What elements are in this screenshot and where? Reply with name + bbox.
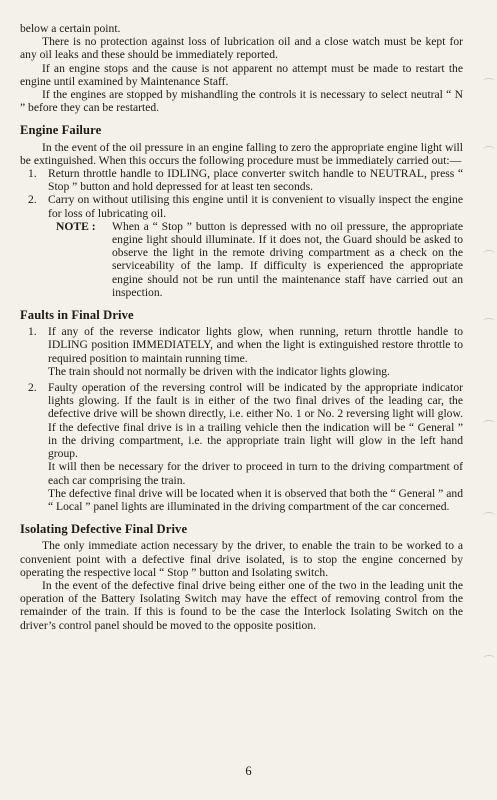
step-number: 2. (28, 193, 37, 207)
margin-mark (483, 146, 495, 153)
margin-mark (483, 250, 495, 257)
margin-mark (483, 512, 495, 519)
page-number: 6 (245, 764, 252, 778)
item-text: If any of the reverse indicator lights glow, when running, return throttle handle to IDLING position IMMEDIATELY, and when the light is extinguished restore throttle to required position to maintain running time. (48, 325, 463, 365)
margin-mark (483, 78, 495, 85)
step-number: 1. (28, 167, 37, 181)
heading-isolating-final-drive: Isolating Defective Final Drive (20, 522, 188, 537)
paragraph-battery-isolating: In the event of the defective final drive being either one of the two in the leading unit the operation of the Battery Isolating Switch may have the effect of removing control from the remainder of the train. If this is found to be the case the Interlock Isolating Switch on the driver’s control panel should be moved to the opposite position. (20, 578, 463, 632)
margin-mark (483, 655, 495, 662)
paragraph-mishandling: If the engines are stopped by mishandling the controls it is necessary to select neutral “ N ” before they can be restarted. (20, 88, 463, 115)
engine-failure-note (56, 220, 463, 299)
item-number: 2. (28, 381, 37, 395)
heading-engine-failure: Engine Failure (20, 123, 102, 138)
heading-faults-final-drive: Faults in Final Drive (20, 308, 134, 323)
item-text: It will then be necessary for the driver to proceed in turn to the driving compartment of each car comprising the train. (48, 460, 463, 487)
engine-failure-step-2 (20, 193, 463, 219)
item-text: The train should not normally be driven with the indicator lights glowing. (48, 364, 390, 378)
item-text: The defective final drive will be located when it is observed that both the “ General ” and “ Local ” panel lights are illuminated in the driving compartment of the car concerned. (48, 486, 463, 513)
paragraph-continuation: below a certain point. (20, 22, 121, 35)
paragraph-oil-protection: There is no protection against loss of lubrication oil and a close watch must be kept for any oil leaks and these should be immediately reported. (20, 35, 463, 62)
margin-mark (483, 318, 495, 325)
paragraph-immediate-action: The only immediate action necessary by the driver, to enable the train to be worked to a convenient point with a defective final drive isolated, is to stop the engine concerned by operating the respective local “ Stop ” button and Isolating switch. (20, 539, 463, 579)
final-drive-item-1 (20, 325, 463, 378)
final-drive-item-2 (20, 381, 463, 513)
engine-failure-step-1 (20, 167, 463, 193)
note-label: NOTE : (56, 219, 96, 233)
paragraph-engine-stops: If an engine stops and the cause is not apparent no attempt must be made to restart the engine until examined by Maintenance Staff. (20, 61, 463, 88)
step-text: Return throttle handle to IDLING, place converter switch handle to NEUTRAL, press “ Stop ” button and hold depressed for at least ten seconds. (48, 167, 463, 194)
paragraph-engine-failure-intro: In the event of the oil pressure in an engine falling to zero the appropriate engine light will be extinguished. When this occurs the following procedure must be immediately carried out:— (20, 140, 463, 167)
item-text: Faulty operation of the reversing control will be indicated by the appropriate indicator lights glowing. If the fault is in either of the two final drives of the leading car, the defective drive will be shown directly, i.e. either No. 1 or No. 2 reversing light will glow. If the defective final drive is in a trailing vehicle then the indication will be “ General ” in the driving compartment, i.e. the appropriate train light will glow in the left hand group. (48, 381, 463, 461)
margin-mark (483, 420, 495, 427)
item-number: 1. (28, 325, 37, 339)
step-text: Carry on without utilising this engine until it is convenient to visually inspect the engine for loss of lubricating oil. (48, 193, 463, 220)
note-text: When a “ Stop ” button is depressed with no oil pressure, the appropriate engine light should illuminate. If it does not, the Guard should be asked to observe the light in the remote driving compartment as a check on the serviceability of the lamp. If difficulty is experienced the appropriate engine should not be run until the maintenance staff have carried out an inspection. (112, 219, 463, 299)
